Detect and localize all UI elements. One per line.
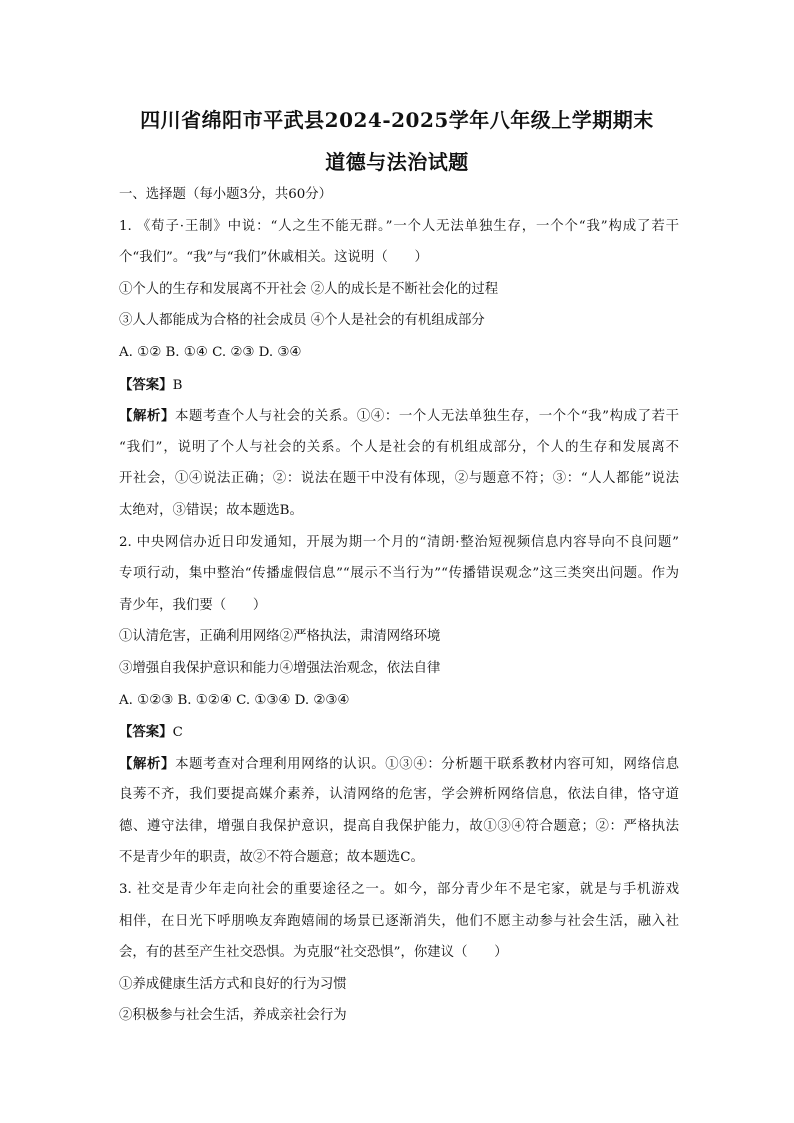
- question-1-option-line-1: ①个人的生存和发展离不开社会 ②人的成长是不断社会化的过程: [119, 281, 499, 297]
- question-2-choices: A. ①②③ B. ①②④ C. ①③④ D. ②③④: [119, 692, 350, 708]
- answer-value: C: [172, 725, 183, 741]
- section-header: 一、选择题（每小题3分，共60分）: [119, 187, 333, 202]
- analysis-label: 【解析】: [119, 408, 175, 425]
- question-3-line-3: 会，有的甚至产生社交恐惧。为克服“社交恐惧”，你建议（ ）: [119, 945, 508, 961]
- question-2-answer: [119, 721, 679, 753]
- question-2-analysis-line-3: 德、遵守法律，增强自我保护意识，提高自我保护能力，故①③④符合题意；②：严格执法: [119, 818, 679, 834]
- analysis-text: 本题考查个人与社会的关系。①④：一个人无法单独生存，一个个“我”构成了若干: [174, 409, 679, 425]
- question-2-analysis-line-4: 不是青少年的职责，故②不符合题意；故本题选C。: [119, 850, 424, 866]
- document-title-line-2: 道德与法治试题: [325, 150, 469, 174]
- question-2-option-line-2: ③增强自我保护意识和能力④增强法治观念，依法自律: [119, 660, 441, 676]
- document-title-line-1: 四川省绵阳市平武县2024-2025学年八年级上学期期末: [140, 108, 654, 132]
- answer-label: 【答案】: [119, 376, 173, 393]
- analysis-label: 【解析】: [119, 755, 176, 772]
- question-3-option-line-1: ①养成健康生活方式和良好的行为习惯: [119, 976, 347, 992]
- analysis-text: 本题考查对合理利用网络的认识。①③④：分析题干联系教材内容可知，网络信息: [175, 756, 679, 772]
- question-3-option-line-2: ②积极参与社会生活，养成亲社会行为: [119, 1008, 347, 1024]
- question-3-line-2: 相伴，在日光下呼朋唤友奔跑嬉闹的场景已逐渐消失，他们不愿主动参与社会生活，融入社: [119, 913, 679, 929]
- question-1-analysis-line-2: “我们”，说明了个人与社会的关系。个人是社会的有机组成部分，个人的生存和发展离不: [119, 439, 679, 455]
- question-1-analysis-line-1: [119, 405, 679, 437]
- question-1-choices: A. ①② B. ①④ C. ②③ D. ③④: [119, 344, 302, 360]
- question-1-analysis-line-4: 太绝对，③错误；故本题选B。: [119, 502, 303, 518]
- question-1-line-2: 个“我们”。“我”与“我们”休戚相关。这说明（ ）: [119, 250, 428, 266]
- question-2-line-1: 2. 中央网信办近日印发通知，开展为期一个月的“清朗·整治短视频信息内容导向不良问题”: [119, 534, 679, 550]
- question-2-line-2: 专项行动，集中整治“传播虚假信息”“展示不当行为”“传播错误观念”这三类突出问题。作为: [119, 566, 679, 582]
- question-2-option-line-1: ①认清危害，正确利用网络②严格执法，肃清网络环境: [119, 629, 441, 645]
- question-1-analysis-line-3: 开社会，①④说法正确；②：说法在题干中没有体现，②与题意不符；③：“人人都能”说法: [119, 471, 679, 487]
- answer-value: B: [172, 377, 183, 393]
- question-2-analysis-line-2: 良莠不齐，我们要提高媒介素养，认清网络的危害，学会辨析网络信息，依法自律，恪守道: [119, 787, 679, 803]
- document-body: [119, 184, 679, 1037]
- question-3-line-1: 3. 社交是青少年走向社会的重要途径之一。如今，部分青少年不是宅家，就是与手机游戏: [119, 882, 679, 898]
- question-1-answer: [119, 374, 679, 406]
- question-1-option-line-2: ③人人都能成为合格的社会成员 ④个人是社会的有机组成部分: [119, 313, 485, 329]
- answer-label: 【答案】: [119, 724, 173, 741]
- question-2-analysis-line-1: [119, 753, 679, 785]
- question-1-line-1: 1. 《荀子·王制》中说：“人之生不能无群。”一个人无法单独生存，一个个“我”构成了若干: [119, 218, 679, 234]
- question-2-line-3: 青少年，我们要（ ）: [119, 597, 267, 613]
